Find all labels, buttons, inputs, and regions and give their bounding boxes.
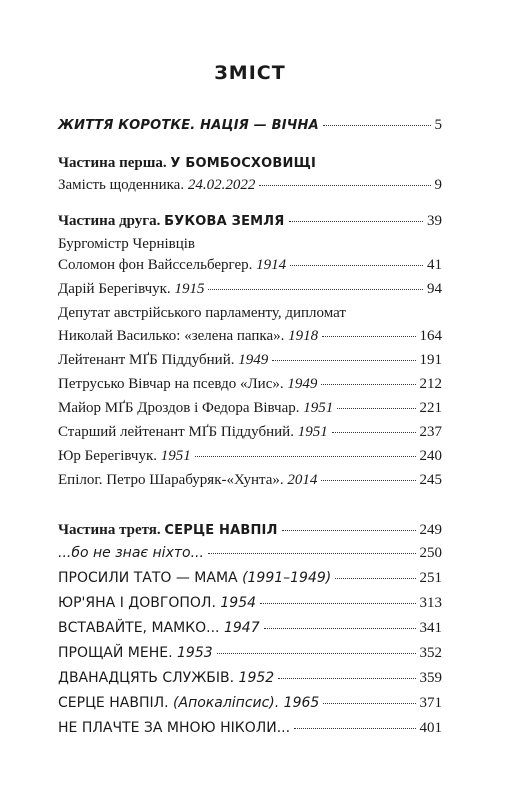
- toc-entry-label: ПРОЩАЙ МЕНЕ. 1953: [58, 645, 213, 661]
- toc-page-number: 39: [427, 213, 442, 229]
- dot-leader: [337, 408, 415, 409]
- toc-entry-label: ЖИТТЯ КОРОТКЕ. НАЦІЯ — ВІЧНА: [58, 118, 319, 133]
- dot-leader: [322, 336, 415, 337]
- toc-entry[interactable]: [58, 645, 442, 662]
- dot-leader: [332, 432, 416, 433]
- toc-entry-label: ПРОСИЛИ ТАТО — МАМА (1991–1949): [58, 570, 332, 586]
- toc-entry-label: Соломон фон Вайссельбергер. 1914: [58, 257, 287, 273]
- toc-entry-label: Епілог. Петро Шарабуряк-«Хунта». 2014: [58, 472, 318, 488]
- toc-part-one-heading[interactable]: [58, 155, 442, 172]
- toc-entry-intro[interactable]: [58, 117, 442, 134]
- toc-entry-label: Замість щоденника. 24.02.2022: [58, 177, 256, 193]
- toc-entry[interactable]: [58, 448, 442, 465]
- toc-page-number: 313: [419, 595, 442, 611]
- toc-page-number: 352: [419, 645, 442, 661]
- toc-entry-line: [58, 305, 442, 322]
- toc-entry[interactable]: [58, 257, 442, 274]
- toc-entry-label: Старший лейтенант МҐБ Піддубний. 1951: [58, 424, 328, 440]
- toc-entry[interactable]: [58, 472, 442, 489]
- toc-entry[interactable]: [58, 545, 442, 562]
- toc-entry-label: ЮР'ЯНА І ДОВГОПОЛ. 1954: [58, 595, 257, 611]
- toc-page-number: 401: [419, 720, 442, 736]
- dot-leader: [282, 530, 416, 531]
- dot-leader: [294, 728, 415, 729]
- toc-page-number: 164: [419, 328, 442, 344]
- toc-page-number: 240: [419, 448, 442, 464]
- toc-entry[interactable]: [58, 720, 442, 737]
- toc-entry[interactable]: [58, 352, 442, 369]
- toc-page-number: 250: [419, 545, 442, 561]
- toc-page-number: 9: [434, 177, 442, 193]
- toc-entry[interactable]: [58, 570, 442, 587]
- toc-entry-label: ВСТАВАЙТЕ, МАМКО... 1947: [58, 620, 260, 636]
- dot-leader: [208, 553, 416, 554]
- toc-part-two-heading[interactable]: [58, 213, 442, 230]
- toc-page-number: 221: [419, 400, 442, 416]
- toc-entry-label: НЕ ПЛАЧТЕ ЗА МНОЮ НІКОЛИ...: [58, 720, 291, 736]
- toc-entry-label: Бургомістр Чернівців: [58, 236, 195, 252]
- contents-page: [58, 0, 442, 800]
- dot-leader: [259, 185, 430, 186]
- toc-entry[interactable]: [58, 670, 442, 687]
- toc-page-number: 251: [419, 570, 442, 586]
- toc-entry[interactable]: [58, 620, 442, 637]
- dot-leader: [264, 628, 416, 629]
- toc-entry-label: Дарій Берегівчук. 1915: [58, 281, 205, 297]
- toc-page-number: 341: [419, 620, 442, 636]
- toc-entry-label: Петрусько Вівчар на псевдо «Лис». 1949: [58, 376, 318, 392]
- dot-leader: [208, 289, 423, 290]
- toc-entry-label: ДВАНАДЦЯТЬ СЛУЖБІВ. 1952: [58, 670, 275, 686]
- part-prefix: Частина перша.: [58, 155, 171, 171]
- toc-entry-label: Николай Василько: «зелена папка». 1918: [58, 328, 319, 344]
- toc-entry-label: Юр Берегівчук. 1951: [58, 448, 191, 464]
- toc-page-number: 5: [434, 117, 442, 133]
- toc-entry-label: Депутат австрійського парламенту, дипломат: [58, 305, 346, 321]
- page-title: ЗМІСТ: [214, 62, 286, 84]
- dot-leader: [323, 125, 431, 126]
- dot-leader: [290, 265, 423, 266]
- toc-entry[interactable]: [58, 328, 442, 345]
- toc-entry-line: [58, 236, 442, 253]
- dot-leader: [272, 360, 415, 361]
- dot-leader: [289, 221, 424, 222]
- toc-page-number: 237: [419, 424, 442, 440]
- dot-leader: [321, 384, 415, 385]
- toc-entry[interactable]: [58, 376, 442, 393]
- toc-entry-label: Майор МҐБ Дроздов і Федора Вівчар. 1951: [58, 400, 334, 416]
- toc-entry[interactable]: [58, 595, 442, 612]
- dot-leader: [217, 653, 416, 654]
- toc-page-number: 359: [419, 670, 442, 686]
- dot-leader: [195, 456, 416, 457]
- toc-entry[interactable]: [58, 695, 442, 712]
- dot-leader: [321, 480, 415, 481]
- dot-leader: [260, 603, 415, 604]
- toc-entry-label: СЕРЦЕ НАВПІЛ. (Апокаліпсис). 1965: [58, 695, 320, 711]
- dot-leader: [335, 578, 415, 579]
- toc-entry[interactable]: [58, 177, 442, 194]
- toc-entry-label: ...бо не знає ніхто...: [58, 545, 204, 561]
- toc-part-three-heading[interactable]: [58, 522, 442, 539]
- toc-page-number: 249: [419, 522, 442, 538]
- toc-entry-label: Частина друга. БУКОВА ЗЕМЛЯ: [58, 213, 285, 229]
- toc-page-number: 41: [427, 257, 442, 273]
- toc-page-number: 371: [419, 695, 442, 711]
- dot-leader: [278, 678, 415, 679]
- toc-entry[interactable]: [58, 281, 442, 298]
- toc-entry-label: Лейтенант МҐБ Піддубний. 1949: [58, 352, 269, 368]
- toc-entry-label: Частина третя. СЕРЦЕ НАВПІЛ: [58, 522, 278, 538]
- dot-leader: [323, 703, 415, 704]
- toc-page-number: 191: [419, 352, 442, 368]
- part-title: У БОМБОСХОВИЩІ: [170, 156, 317, 171]
- toc-entry[interactable]: [58, 400, 442, 417]
- toc-page-number: 94: [427, 281, 442, 297]
- toc-entry[interactable]: [58, 424, 442, 441]
- toc-page-number: 245: [419, 472, 442, 488]
- toc-page-number: 212: [419, 376, 442, 392]
